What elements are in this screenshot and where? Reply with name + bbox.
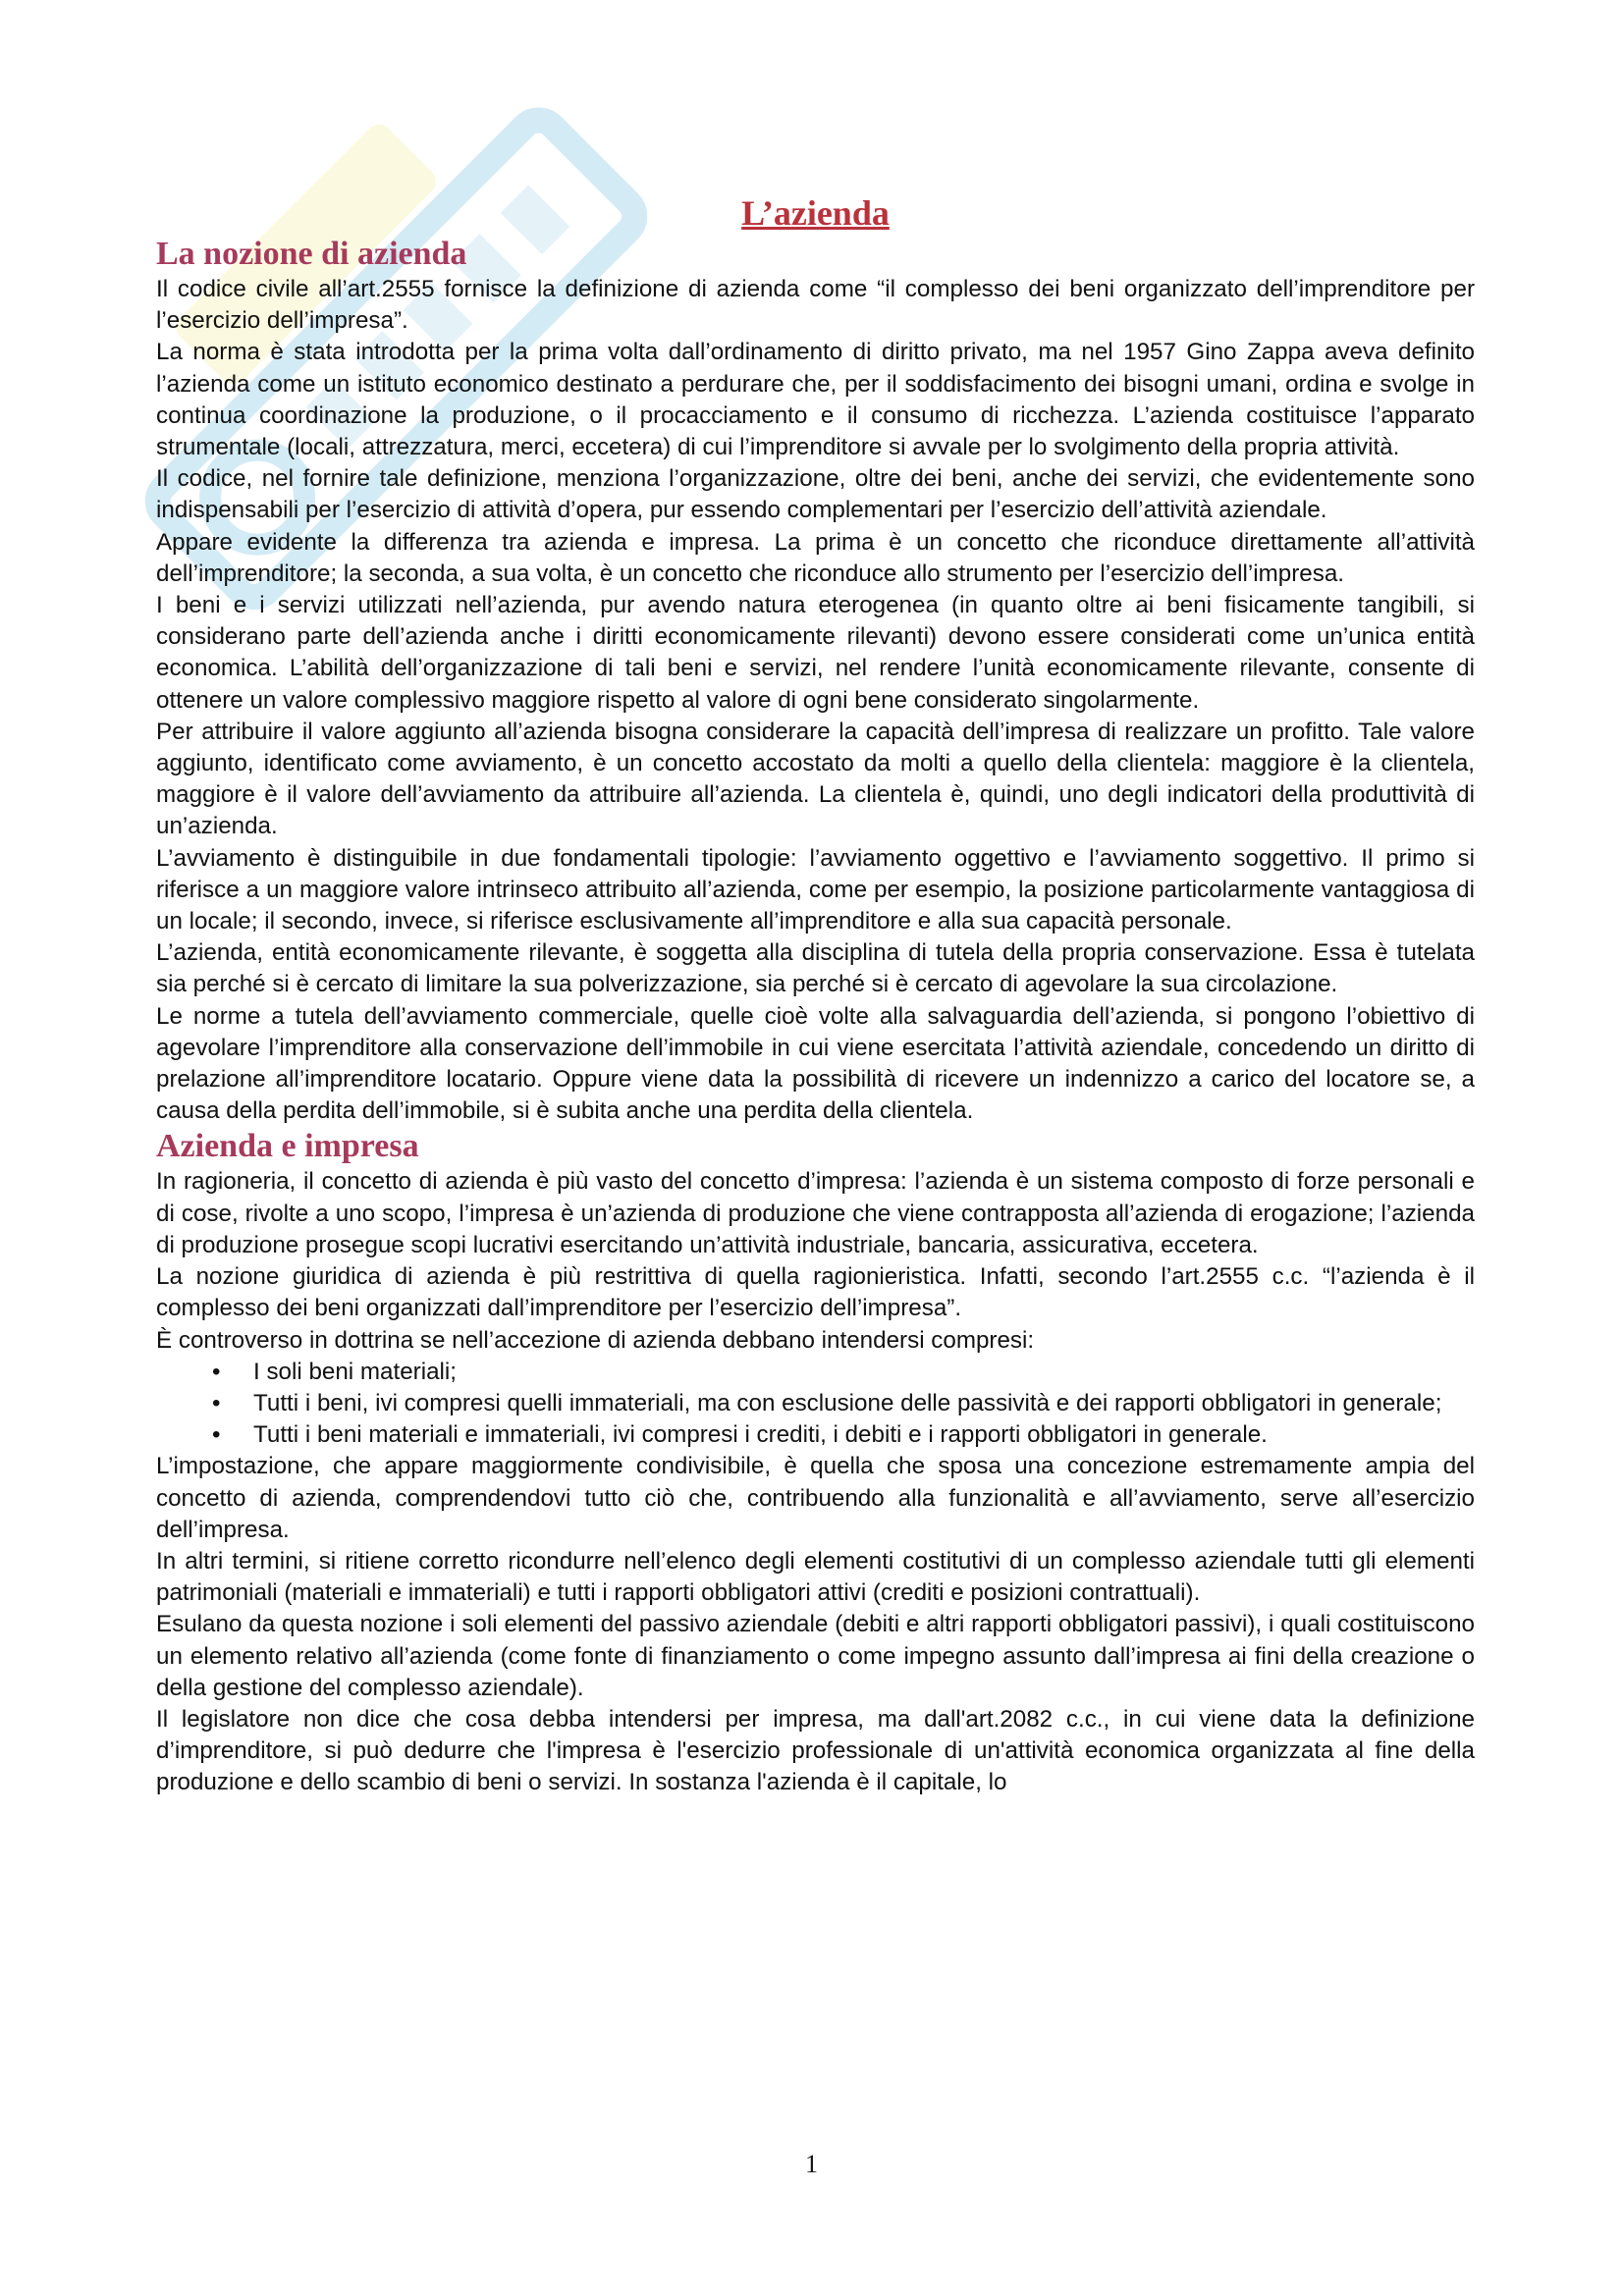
list-item-text: I soli beni materiali; [253, 1358, 458, 1385]
paragraph: In altri termini, si ritiene corretto ricondurre nell’elenco degli elementi costitutivi di un complesso aziendale tutti gli elementi patrimoniali (materiali e immateriali) e tutti i rapporti obbligatori attivi (crediti e posizioni contrattuali). [156, 1547, 1475, 1607]
list-item [212, 1419, 1475, 1451]
paragraph: La nozione giuridica di azienda è più restrittiva di quella ragionieristica. Infatti, secondo l’art.2555 c.c. “l’azienda è il complesso dei beni organizzati dall’imprenditore per l’esercizio dell’impresa”. [156, 1263, 1475, 1322]
list-item [212, 1357, 1475, 1388]
list-item-text: Tutti i beni materiali e immateriali, ivi compresi i crediti, i debiti e i rapporti obbligatori in generale. [253, 1421, 1268, 1449]
bullet-icon: • [212, 1358, 221, 1385]
section-azienda-e-impresa [156, 1127, 1475, 1798]
list-item [212, 1388, 1475, 1419]
paragraph: Per attribuire il valore aggiunto all’azienda bisogna considerare la capacità dell’impresa di realizzare un profitto. Tale valore aggiunto, identificato come avviamento, è un concetto accostato da molti a quello della clientela: maggiore è la clientela, maggiore è il valore dell’avviamento da attribuire all’azienda. La clientela è, quindi, uno degli indicatori della produttività di un’azienda. [156, 718, 1475, 840]
section-heading: Azienda e impresa [156, 1128, 419, 1165]
paragraph: Il codice civile all’art.2555 fornisce la definizione di azienda come “il complesso dei beni organizzato dell’imprenditore per l’esercizio dell’impresa”. [156, 276, 1475, 335]
bullet-icon: • [212, 1421, 221, 1449]
paragraph: L’impostazione, che appare maggiormente condivisibile, è quella che sposa una concezione estremamente ampia del concetto di azienda, comprendendovi tutto ciò che, contribuendo alla funzionalità e all’avviamento, serve all’esercizio dell’impresa. [156, 1453, 1475, 1543]
paragraph: Le norme a tutela dell’avviamento commerciale, quelle cioè volte alla salvaguardia dell’azienda, si pongono l’obiettivo di agevolare l’imprenditore alla conservazione dell’immobile in cui viene esercitata l’attività aziendale, concedendo un diritto di prelazione all’imprenditore locatario. Oppure viene data la possibilità di ricevere un indennizzo a carico del locatore se, a causa della perdita dell’immobile, si è subita anche una perdita della clientela. [156, 1002, 1475, 1125]
bullet-icon: • [212, 1389, 221, 1416]
section-heading: La nozione di azienda [156, 236, 467, 272]
document-title: L’azienda [741, 193, 890, 233]
page-number: 1 [805, 2150, 818, 2178]
paragraph: Il codice, nel fornire tale definizione, menziona l’organizzazione, oltre dei beni, anche dei servizi, che evidentemente sono indispensabili per l’esercizio di attività d’opera, pur essendo complementari per l’esercizio dell’attività aziendale. [156, 465, 1475, 524]
paragraph: I beni e i servizi utilizzati nell’azienda, pur avendo natura eterogenea (in quanto oltre ai beni fisicamente tangibili, si considerano parte dell’azienda anche i diritti economicamente rilevanti) devono essere considerati come un’unica entità economica. L’abilità dell’organizzazione di tali beni e servizi, nel rendere l’unità economicamente rilevante, consente di ottenere un valore complessivo maggiore rispetto al valore di ogni bene considerato singolarmente. [156, 592, 1475, 714]
list-item-text: Tutti i beni, ivi compresi quelli immateriali, ma con esclusione delle passività e dei rapporti obbligatori in generale; [253, 1389, 1442, 1416]
paragraph: È controverso in dottrina se nell’accezione di azienda debbano intendersi compresi: [156, 1326, 1035, 1354]
paragraph: In ragioneria, il concetto di azienda è più vasto del concetto d’impresa: l’azienda è un sistema composto di forze personali e di cose, rivolte a uno scopo, l’impresa è un’azienda di produzione che viene contrapposta all’azienda di erogazione; l’azienda di produzione prosegue scopi lucrativi esercitando un’attività industriale, bancaria, assicurativa, eccetera. [156, 1168, 1475, 1258]
paragraph: L’azienda, entità economicamente rilevante, è soggetta alla disciplina di tutela della propria conservazione. Essa è tutelata sia perché si è cercato di limitare la sua polverizzazione, sia perché si è cercato di agevolare la sua circolazione. [156, 939, 1475, 998]
paragraph: Il legislatore non dice che cosa debba intendersi per impresa, ma dall'art.2082 c.c., in cui viene data la definizione d’imprenditore, si può dedurre che l'impresa è l'esercizio professionale di un'attività economica organizzata al fine della produzione e dello scambio di beni o servizi. In sostanza l'azienda è il capitale, lo [156, 1705, 1475, 1796]
paragraph: Esulano da questa nozione i soli elementi del passivo aziendale (debiti e altri rapporti obbligatori passivi), i quali costituiscono un elemento relativo all’azienda (come fonte di finanziamento o come impegno assunto dall’impresa ai fini della creazione o della gestione del complesso aziendale). [156, 1611, 1475, 1701]
document-page [156, 191, 1475, 1799]
bullet-list [156, 1357, 1475, 1452]
paragraph: Appare evidente la differenza tra azienda e impresa. La prima è un concetto che riconduce direttamente all’attività dell’imprenditore; la seconda, a sua volta, è un concetto che riconduce allo strumento per l’esercizio dell’impresa. [156, 528, 1475, 587]
paragraph: La norma è stata introdotta per la prima volta dall’ordinamento di diritto privato, ma nel 1957 Gino Zappa aveva definito l’azienda come un istituto economico destinato a perdurare che, per il soddisfacimento dei bisogni umani, ordina e svolge in continua coordinazione la produzione, o il procacciamento e il consumo di ricchezza. L’azienda costituisce l’apparato strumentale (locali, attrezzatura, merci, eccetera) di cui l’imprenditore si avvale per lo svolgimento della propria attività. [156, 339, 1475, 461]
section-nozione-di-azienda [156, 235, 1475, 1127]
paragraph: L’avviamento è distinguibile in due fondamentali tipologie: l’avviamento oggettivo e l’avviamento soggettivo. Il primo si riferisce a un maggiore valore intrinseco attribuito all’azienda, come per esempio, la posizione particolarmente vantaggiosa di un locale; il secondo, invece, si riferisce esclusivamente all’imprenditore e alla sua capacità personale. [156, 844, 1475, 935]
